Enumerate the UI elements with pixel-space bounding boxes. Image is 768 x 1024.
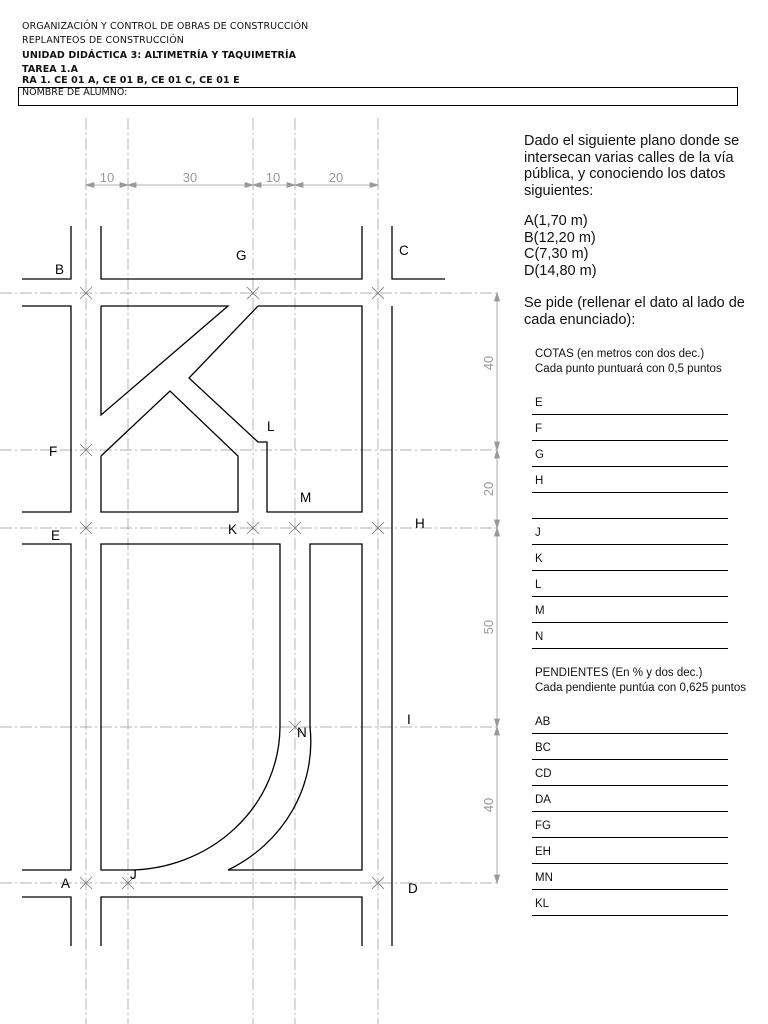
intro-line-1: Dado el siguiente plano donde se [524,133,740,149]
point-label-h: H [415,516,425,531]
intersection-marks [80,287,384,889]
dim-right-2: 20 [481,481,496,497]
pendiente-label: CD [535,768,552,780]
pendiente-label: DA [535,794,551,806]
pendiente-label: MN [535,872,553,884]
point-label-f: F [49,444,58,459]
pendiente-label: FG [535,820,551,832]
dim-right-3: 50 [481,619,496,635]
pendiente-label: EH [535,846,551,858]
point-label-l: L [267,419,275,434]
cota-label: E [535,397,543,409]
cota-row[interactable] [532,441,728,467]
cota-row[interactable] [532,519,728,545]
cotas-subtitle: Cada punto puntuará con 0,5 puntos [535,363,722,375]
pendiente-row[interactable] [532,864,728,890]
pendiente-row[interactable] [532,812,728,838]
data-line-c: C(7,30 m) [524,246,589,262]
point-label-n: N [297,725,307,740]
pendiente-label: KL [535,898,550,910]
cota-row[interactable] [532,571,728,597]
point-label-g: G [236,248,247,263]
intro-line-2: intersecan varias calles de la vía [524,149,734,166]
data-line-b: B(12,20 m) [524,229,596,246]
pendientes-title: PENDIENTES (En % y dos dec.) [535,667,703,679]
point-label-m: M [300,490,312,505]
cota-label: G [535,449,544,461]
point-label-j: J [130,867,137,882]
dim-top-1: 10 [99,170,115,185]
unit-title: UNIDAD DIDÁCTICA 3: ALTIMETRÍA Y TAQUIMETRÍA [22,50,297,61]
cota-label: M [535,605,545,617]
student-name-label: NOMBRE DE ALUMNO: [22,87,128,98]
cota-row[interactable] [532,415,728,441]
point-label-i: I [407,712,411,727]
point-label-b: B [55,262,65,277]
cota-label: J [535,527,541,539]
point-label-e: E [51,528,61,543]
cota-row[interactable] [532,545,728,571]
point-label-k: K [228,522,238,537]
right-dimensions [495,293,500,883]
cota-row[interactable] [532,389,728,415]
dim-top-3: 10 [265,170,281,185]
pendiente-row[interactable] [532,734,728,760]
point-label-d: D [408,881,418,896]
intro-line-3: pública, y conociendo los datos [524,166,726,182]
data-line-d: D(14,80 m) [524,262,597,279]
cotas-title: COTAS (en metros con dos dec.) [535,348,705,360]
course-title: ORGANIZACIÓN Y CONTROL DE OBRAS DE CONSTRUCCIÓN [22,21,309,32]
pendiente-label: AB [535,716,551,728]
street-edges [22,226,445,946]
cota-row[interactable] [532,623,728,649]
pendiente-row[interactable] [532,786,728,812]
request-line-1: Se pide (rellenar el dato al lado de [524,295,745,311]
dim-top-4: 20 [328,170,344,185]
data-line-a: A(1,70 m) [524,213,588,229]
pendiente-row[interactable] [532,760,728,786]
request-line-2: cada enunciado): [524,311,636,328]
pendiente-row[interactable] [532,838,728,864]
cota-label: L [535,579,542,591]
dim-top-2: 30 [182,170,198,185]
cota-label: H [535,475,544,487]
dim-right-4: 40 [481,797,496,813]
point-label-c: C [399,243,409,258]
axis-lines [0,118,500,1024]
pendiente-label: BC [535,742,551,754]
cota-label: K [535,553,543,565]
pendientes-subtitle: Cada pendiente puntúa con 0,625 puntos [535,682,747,694]
subject-title: REPLANTEOS DE CONSTRUCCIÓN [22,35,184,46]
cota-label: F [535,423,543,435]
cota-row[interactable] [532,597,728,623]
task-title: TAREA 1.A [22,64,79,75]
pendiente-row[interactable] [532,890,728,916]
intro-line-4: siguientes: [524,182,594,199]
cota-row[interactable] [532,467,728,493]
cota-label: N [535,631,544,643]
cota-row[interactable] [532,493,728,519]
dim-right-1: 40 [481,355,496,371]
point-label-a: A [61,876,71,891]
pendiente-row[interactable] [532,708,728,734]
criteria-line: RA 1. CE 01 A, CE 01 B, CE 01 C, CE 01 E [22,75,240,86]
